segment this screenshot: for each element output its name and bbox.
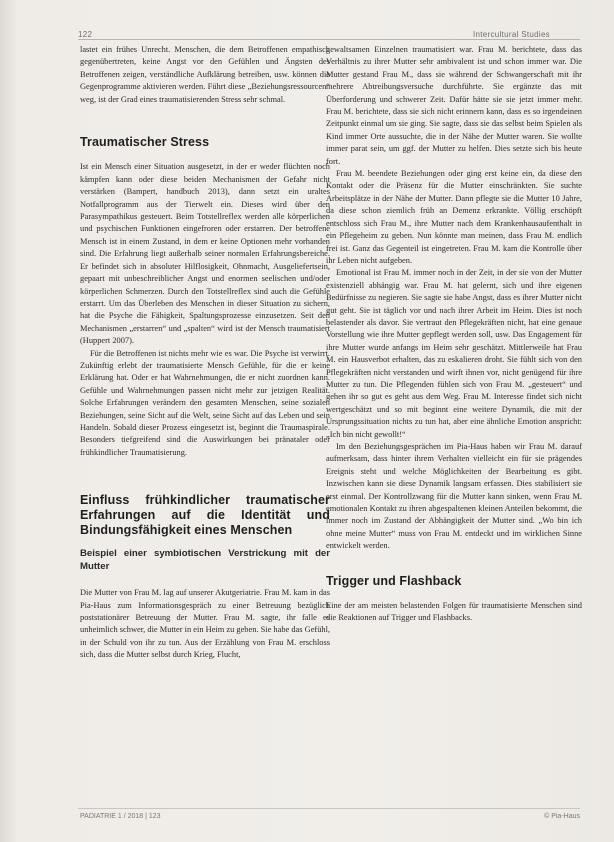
footer-rule bbox=[78, 808, 580, 809]
header-rule bbox=[78, 39, 580, 40]
heading-traumatischer-stress: Traumatischer Stress bbox=[80, 135, 210, 150]
intro-paragraph: lastet ein frühes Unrecht. Menschen, die dem Betroffenen empathisch gegenübertreten, keine Angst vor den Gefühlen und Ängsten des Betroffenen zeigen, verständliche Aufklärung betreiben, usw. können die Gegenprogramme aktivieren werden. Führt diese „Beziehungsressourcen“ weg, ist der Grad eines traumatisierenden Stress sehr schmal. bbox=[80, 45, 330, 104]
right-column bbox=[326, 44, 582, 625]
right-paragraph-2: Frau M. beendete Beziehungen oder ging erst keine ein, da diese den Kontakt oder die Präsenz für die Mutter einschränkten. Sie suchte Arbeitsplätze in der Nähe der Mutter. Dann pflegte sie die Mutter 10 Jahre, da diese schon ziemlich früh an Demenz erkrankte. Völlig erschöpft entschloss sich Frau M., ihre Mutter nach dem Krankenhausaufenthalt in ein Pflegeheim zu geben. Nun könnte man meinen, dass Frau M. endlich frei ist. Ganz das Gegenteil ist eingetreten. Frau M. kam die Kontrolle über ihr Leben nicht aufgeben. bbox=[326, 169, 582, 265]
example-paragraph: Die Mutter von Frau M. lag auf unserer Akutgeriatrie. Frau M. kam in das Pia-Haus zum Informationsgespräch zu einer Betreuung bezüglich poststationärer Betreuung der Mutter. Frau M. sagte, ihr falle es unheimlich schwer, die Mutter in ein Heim zu geben. Sie habe das Gefühl, in der Schuld von ihr zu tun. Aus der Erzählung von Frau M. erschloss sich, dass die Mutter selbst durch Krieg, Flucht, bbox=[80, 588, 330, 660]
subheading-beispiel: Beispiel einer symbiotischen Verstrickung mit der Mutter bbox=[80, 548, 330, 572]
page-number: 122 bbox=[78, 30, 93, 39]
right-paragraph-3: Emotional ist Frau M. immer noch in der Zeit, in der sie von der Mutter existenziell abhängig war. Frau M. hat gelernt, sich und ihre eigenen Bedürfnisse zu negieren. Sie sagte sie habe Angst, dass es ihrer Mutter nicht gut geht. Sie ist täglich vor und nach ihrer Arbeit im Heim. Dies ist noch belastender als davor. Sie vertraut den Pflegekräften nicht, hat eine genaue Vorstellung wie ihre Mutter gepflegt werden soll, usw. Das Engagement für ihre Mutter wurde anfangs im Heim sehr geschätzt. Mittlerweile hat Frau M. ein Hausverbot erhalten, das zu eskalieren droht. Sie fühlt sich von den Pflegekräften nicht verstanden und wirft ihnen vor, nicht genügend für ihre Mutter zu tun. Die Pflegenden fühlen sich von Frau M. „gesteuert“ und gehen ihr so gut es geht aus dem Weg. Frau M. Interesse findet sich nicht wertgeschätzt und so mit beginnt eine weitere Dynamik, die mit der Ursprungssituation nichts zu tun hat, aber eine ähnliche Emotion anspricht: „Ich bin nicht gewollt!“ bbox=[326, 268, 582, 439]
heading-trigger-flashback: Trigger und Flashback bbox=[326, 573, 462, 588]
footer-right: © Pia-Haus bbox=[544, 813, 580, 820]
right-paragraph-5: Eine der am meisten belastenden Folgen für traumatisierte Menschen sind die Reaktionen auf Trigger und Flashbacks. bbox=[326, 601, 582, 623]
left-column bbox=[80, 44, 330, 662]
footer-left: PADIATRIE 1 / 2018 | 123 bbox=[80, 813, 161, 820]
right-paragraph-1: gewaltsamen Einzelnen traumatisiert war. Frau M. berichtete, dass das Verhältnis zu ihrer Mutter sehr ambivalent ist und schon immer war. Die Mutter gestand Frau M., dass sie während der Schwangerschaft mit ihr mehrere Abtreibungsversuche durchführte. Sie ergänzte das mit Überforderung und schwerer Zeit. Dafür hätte sie sie jetzt immer mehr. Frau M. berichtete, dass sie sich nicht erinnern kann, dass es so irgendeinen Zeitpunkt einmal um sie ging. Sie sagte, dass sie das selbst beim Spielen als Kind immer Orte aussuchte, die in der Nähe der Mutter waren. Sie wollte immer parat sein, um ggf. der Mutter zu helfen. Dies setzte sich bis heute fort. bbox=[326, 45, 582, 166]
traumatic-stress-paragraph-2: Für die Betroffenen ist nichts mehr wie es war. Die Psyche ist verwirrt. Zukünftig erlebt der traumatisierte Mensch Gefühle, für die er keine Erklärung hat. Oder er hat Wahrnehmungen, die er nicht zuordnen kann. Gefühle und Wahrnehmungen passen nicht mehr zur jetzigen Realität. Solche Erfahrungen verändern den gesamten Menschen, seine sozialen Beziehungen, seine Sicht auf die Welt, seine Sicht auf das Leben und sein Handeln. Sobald dieser Prozess eingesetzt ist, beginnt die Traumaspirale. Besonders tiefgreifend sind die Auswirkungen bei pränataler oder frühkindlicher Traumatisierung. bbox=[80, 348, 330, 457]
running-header: Intercultural Studies bbox=[472, 30, 550, 39]
heading-einfluss: Einfluss frühkindlicher traumatischer Erfahrungen auf die Identität und Bindungsfähigkeit eines Menschen bbox=[80, 493, 330, 538]
traumatic-stress-paragraph: Ist ein Mensch einer Situation ausgesetzt, in der er weder flüchten noch kämpfen kann oder diese beiden Mechanismen der Gefahr nicht verstärken (Bampert, handbuch 2013), dann setzt ein uraltes Notfallprogramm aus der Tierwelt ein. Dieses wird über den Parasympathikus gesteuert. Beim Totstellreflex werden alle körperlichen und psychischen Funktionen eingefroren oder erstarren. Der betroffene Mensch ist in einem Zustand, in dem er keine Optionen mehr vorhanden sind. Die Erfahrung liegt außerhalb seiner normalen Erfahrungsbereiche. Er befindet sich in absoluter Hilflosigkeit, Ohnmacht, Ausgeliefertsein, gepaart mit unbeschreiblicher Angst und enormen seelischen und/oder körperlichen Schmerzen. Durch den Totstellreflex sind auch die Gefühle erstarrt. Um das Überleben des Menschen in dieser Situation zu sichern, hat die Psyche die Fähigkeit, Spaltungsprozesse einzusetzen. Seit den Mechanismen „erstarren“ und „spalten“ wird ist der Mensch traumatisiert (Huppert 2007). bbox=[80, 162, 330, 346]
right-paragraph-4: Im den Beziehungsgesprächen im Pia-Haus haben wir Frau M. darauf aufmerksam, dass hinter ihrem Verhalten vielleicht ein für sie prägendes Ereignis steht und welche Möglichkeiten der Bearbeitung es gibt. Inzwischen kann sie diese Dynamik langsam erfassen. Dies stabilisiert sie erst einmal. Der Kontrollzwang für die Mutter kann sinken, wenn Frau M. emotionalen Kontakt zu ihren abgespaltenen kleinen Anteilen bekommt, die immer noch im Zustand der Abhängigkeit der Mutter sind. „Wo bin ich ohne meine Mutter“ muss von Frau M. entdeckt und im wirklichen Sinne entwickelt werden. bbox=[326, 442, 582, 551]
